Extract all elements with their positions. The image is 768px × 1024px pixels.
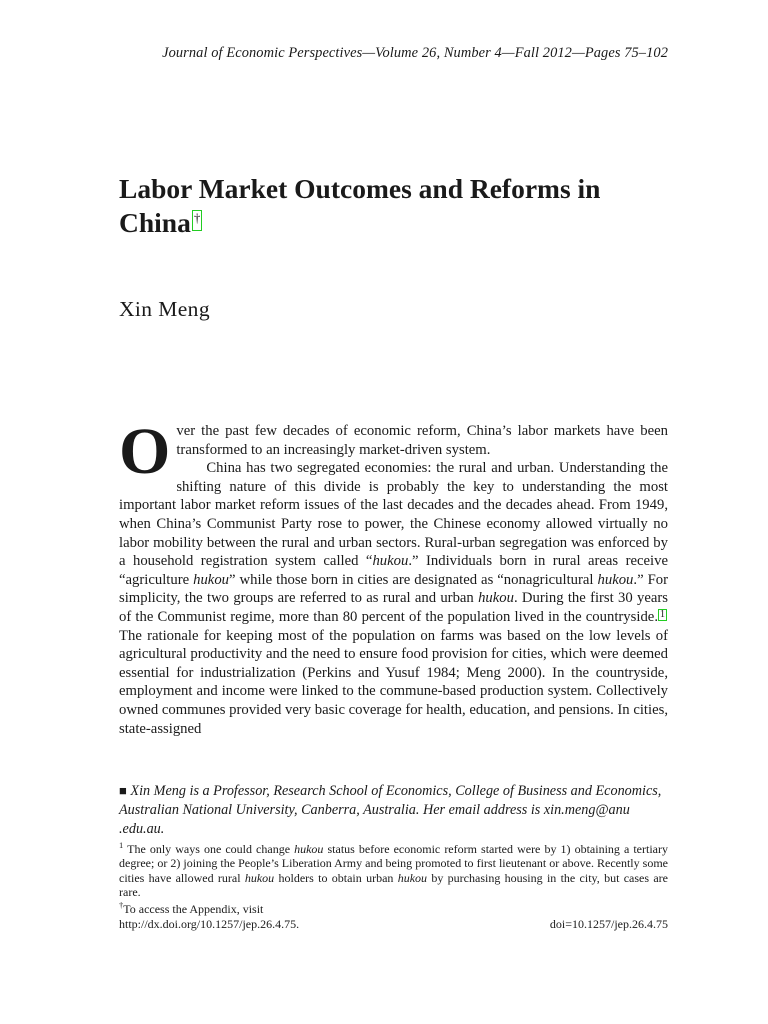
citation-row bbox=[119, 917, 668, 932]
drop-cap: O bbox=[119, 415, 171, 488]
footnote-1-text-c: holders to obtain urban bbox=[274, 870, 398, 885]
bullet-square: ■ bbox=[119, 783, 127, 798]
footnote-1 bbox=[119, 842, 668, 900]
hukou-term: hukou bbox=[193, 571, 230, 588]
hukou-term: hukou bbox=[397, 870, 428, 885]
author-note-text: Xin Meng is a Professor, Research School of Economics, College of Business and Economics, Australian National University, Canberra, Australia. Her email address is xin.meng@anu .edu.au. bbox=[119, 783, 662, 837]
paragraph-2-part-b: .” Individuals born in rural areas receive “agriculture bbox=[119, 553, 669, 588]
appendix-url-link[interactable]: http://dx.doi.org/10.1257/jep.26.4.75. bbox=[119, 917, 300, 931]
title-text: Labor Market Outcomes and Reforms in China bbox=[119, 173, 601, 238]
paragraph-2-part-e: . During the first 30 years of the Communist regime, more than 80 percent of the population lived in the countryside. bbox=[119, 590, 668, 625]
footnote-1-text-b: status before economic reform started were by 1) obtaining a tertiary degree; or 2) joining the People’s Liberation Army and being promoted to first lieutenant or above. Recently some cities have allowed rural bbox=[119, 842, 668, 885]
footnote-dagger bbox=[119, 902, 668, 916]
footnote-dagger-mark: † bbox=[119, 900, 124, 910]
paragraph-2-part-a: China has two segregated economies: the rural and urban. Understanding the shifting nature of this divide is probably the key to understanding the most important labor market reform issues of the last decades and the decades ahead. From 1949, when China’s Communist Party rose to power, the Chinese economy allowed virtually no labor mobility between the rural and urban sectors. Rural-urban segregation was enforced by a household registration system called “ bbox=[119, 460, 668, 570]
footnote-1-text-d: by purchasing housing in the city, but cases are rare. bbox=[119, 870, 668, 900]
hukou-term: hukou bbox=[478, 590, 514, 607]
paragraph-1: ver the past few decades of economic reform, China’s labor markets have been transformed to an increasingly market-driven system. bbox=[176, 423, 668, 458]
title-footnote-link[interactable]: † bbox=[192, 210, 203, 231]
paragraph-2-part-d: .” For simplicity, the two groups are referred to as rural and urban bbox=[119, 571, 668, 607]
running-head: Journal of Economic Perspectives—Volume 26, Number 4—Fall 2012—Pages 75–102 bbox=[162, 45, 668, 61]
hukou-term: hukou bbox=[294, 842, 324, 856]
author-name: Xin Meng bbox=[119, 297, 210, 321]
hukou-term: hukou bbox=[372, 553, 409, 570]
author-note bbox=[119, 782, 668, 838]
article-title bbox=[119, 172, 679, 240]
body-text bbox=[119, 415, 669, 738]
doi-label: doi=10.1257/jep.26.4.75 bbox=[549, 917, 668, 931]
footnote-dagger-text: To access the Appendix, visit bbox=[123, 902, 264, 916]
footnote-1-mark: 1 bbox=[119, 840, 124, 850]
footnote-1-text-a: The only ways one could change bbox=[127, 842, 295, 856]
hukou-term: hukou bbox=[597, 571, 634, 588]
paragraph-2-part-f: The rationale for keeping most of the population on farms was based on the low levels of agricultural productivity and the need to ensure food provision for cities, which were deemed essential for industrialization (Perkins and Yusuf 1984; Meng 2000). In the countryside, employment and income were linked to the commune-based production system. Collectively owned communes provided very basic coverage for health, education, and pensions. In cities, state-assigned bbox=[119, 627, 668, 737]
hukou-term: hukou bbox=[244, 870, 275, 885]
footnote-1-link[interactable]: 1 bbox=[660, 608, 665, 620]
paragraph-2-part-c: ” while those born in cities are designated as “nonagricultural bbox=[229, 571, 598, 588]
